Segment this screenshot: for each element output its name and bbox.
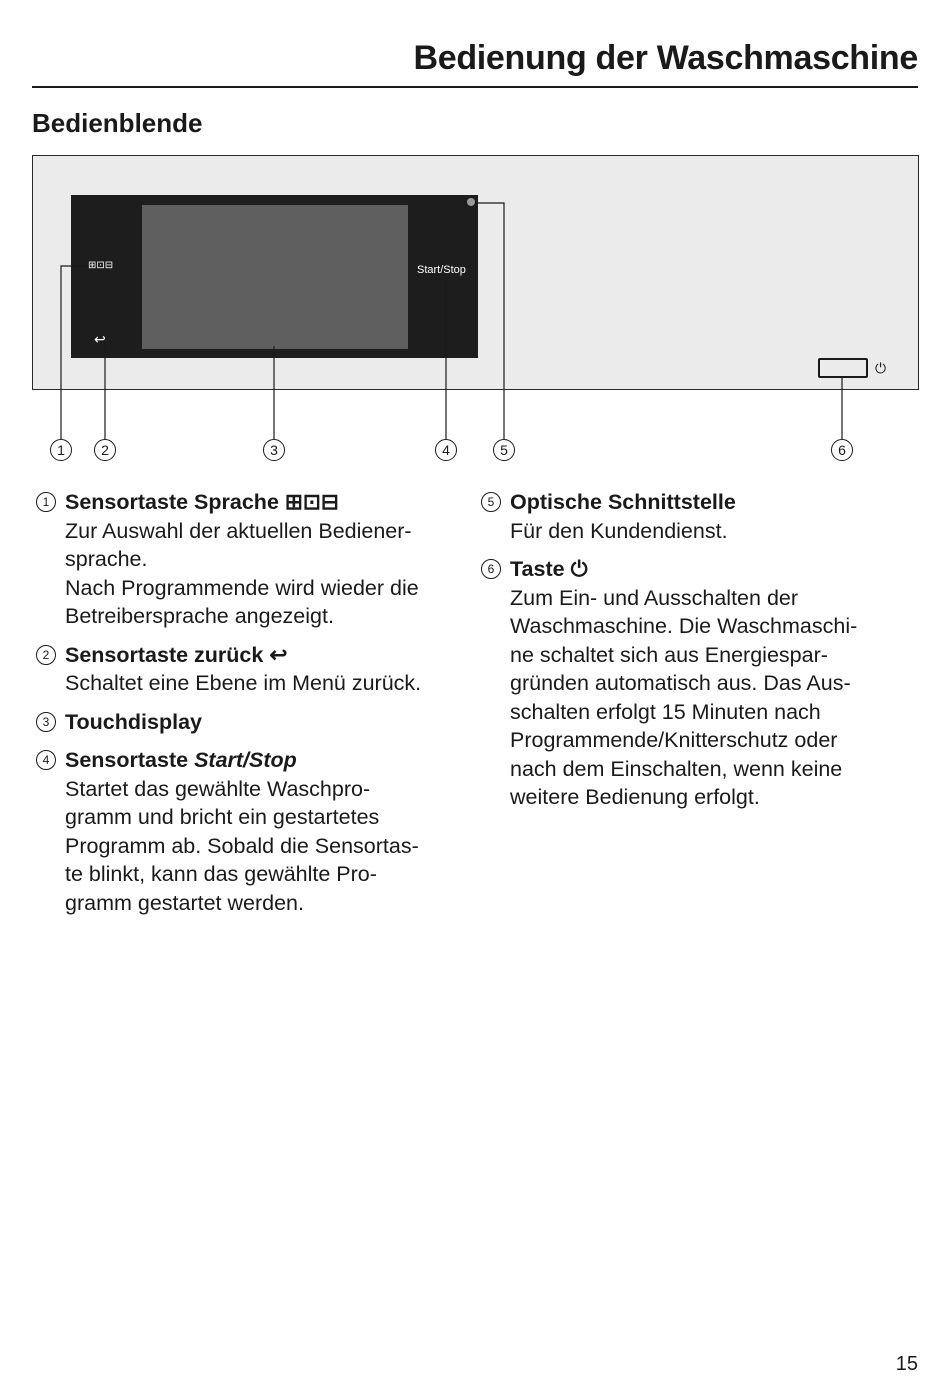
legend-description: Schaltet eine Ebene im Menü zurück. [65,671,422,695]
legend-title-text: Taste [510,557,565,581]
legend-item-4 [36,746,476,917]
back-key-icon: ↩ [94,331,106,347]
callout-line-5 [475,203,504,439]
section-title: Bedienblende [32,108,203,138]
start-stop-key-label: Start/Stop [417,264,466,276]
callout-marker-6: 6 [831,439,853,461]
legend-title [65,488,476,517]
legend-item-3 [36,708,476,737]
callout-marker-1: 1 [50,439,72,461]
callout-line-1 [61,266,88,439]
back-icon: ↩ [269,642,288,667]
legend-item-6 [481,555,921,812]
callout-lines [0,150,950,470]
legend-title-text: Sensortaste Sprache [65,490,279,514]
legend-column-left [36,488,476,927]
power-icon: ⏻ [570,557,588,581]
control-panel-diagram [0,150,950,470]
legend-title [65,746,476,775]
legend-description: Für den Kundendienst. [510,518,728,543]
legend-number: 4 [36,750,56,770]
legend-item-2 [36,641,476,698]
callout-marker-5: 5 [493,439,515,461]
legend-number: 6 [481,559,501,579]
legend-title [510,555,921,584]
legend-title-italic: Start/Stop [194,748,297,772]
power-icon: ⏻ [875,360,887,376]
legend-number: 1 [36,492,56,512]
legend-number: 3 [36,712,56,732]
legend-title: Touchdisplay [65,709,202,734]
legend-item-1 [36,488,476,631]
legend-description: Zum Ein- und Ausschalten der Waschmaschine. Die Waschmaschi- ne schaltet sich aus Energiespar- gründen automatisch aus. Das Aus- schalten erfolgt 15 Minuten nach Programmende/Knitterschutz oder nach dem Einschalten, wenn keine weitere Bedienung erfolgt. [510,585,858,809]
legend-title: Optische Schnittstelle [510,490,736,514]
legend-number: 2 [36,645,56,665]
language-icon: ⊞⊡⊟ [284,490,339,514]
legend-description: Zur Auswahl der aktuellen Bediener- sprache. Nach Programmende wird wieder die Betreibersprache angezeigt. [65,518,419,628]
page-header [32,34,918,88]
legend-title [65,641,476,670]
legend-title-text: Sensortaste [65,748,189,772]
language-key-icon: ⊞⊡⊟ [88,260,114,271]
callout-marker-4: 4 [435,439,457,461]
legend-description: Startet das gewählte Waschpro- gramm und bricht ein gestartetes Programm ab. Sobald die Sensortas- te blinkt, kann das gewählte Pro- gramm gestartet werden. [65,776,419,915]
page-title: Bedienung der Waschmaschine [413,39,918,77]
legend-column-right [481,488,921,822]
page-number: 15 [895,1353,918,1375]
legend-item-5 [481,488,921,545]
callout-marker-2: 2 [94,439,116,461]
legend-number: 5 [481,492,501,512]
legend-title-text: Sensortaste zurück [65,642,264,667]
callout-marker-3: 3 [263,439,285,461]
